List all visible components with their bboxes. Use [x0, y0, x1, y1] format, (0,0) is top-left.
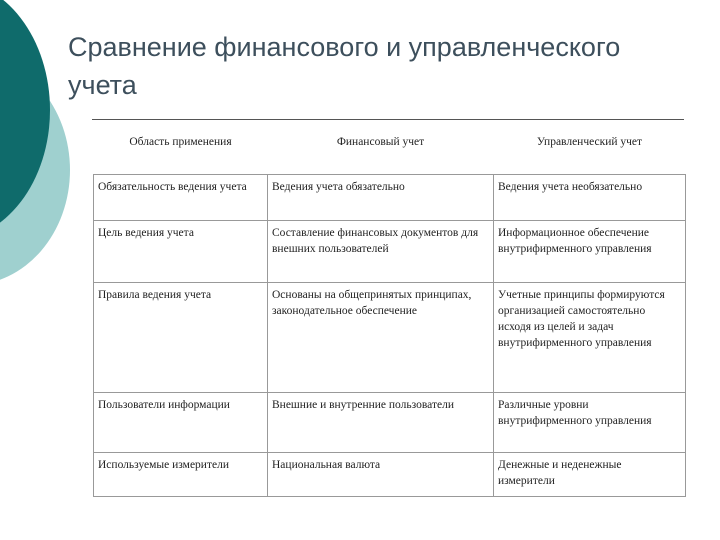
table-cell: Основаны на общепринятых принципах, законодательное обеспечение [268, 283, 494, 393]
header-management [494, 130, 686, 175]
table-header-row [94, 130, 686, 175]
table-cell: Денежные и неденежные измерители [494, 453, 686, 497]
title-divider [92, 119, 684, 120]
table-cell: Пользователи информации [94, 393, 268, 453]
table-row [94, 221, 686, 283]
table-row [94, 453, 686, 497]
header-financial-text: Финансовый учет [336, 136, 425, 148]
table-row [94, 393, 686, 453]
table-cell: Цель ведения учета [94, 221, 268, 283]
table-cell: Обязательность ведения учета [94, 175, 268, 221]
header-scope: Область применения [94, 130, 268, 175]
table-cell: Внешние и внутренние пользователи [268, 393, 494, 453]
slide-title: Сравнение финансового и управленческого учета [68, 32, 621, 100]
table-cell: Правила ведения учета [94, 283, 268, 393]
table-cell: Национальная валюта [268, 453, 494, 497]
table-row [94, 283, 686, 393]
table-cell: Используемые измерители [94, 453, 268, 497]
table-cell: Составление финансовых документов для внешних пользователей [268, 221, 494, 283]
table-row [94, 175, 686, 221]
table-cell: Различные уровни внутрифирменного управления [494, 393, 686, 453]
table-cell: Ведения учета обязательно [268, 175, 494, 221]
header-management-text: Управленческий учет [536, 136, 643, 148]
table-cell: Ведения учета необязательно [494, 175, 686, 221]
comparison-table [93, 130, 686, 497]
header-financial [268, 130, 494, 175]
table-cell: Информационное обеспечение внутрифирменного управления [494, 221, 686, 283]
table-cell: Учетные принципы формируются организацией самостоятельно исходя из целей и задач внутрифирменного управления [494, 283, 686, 393]
